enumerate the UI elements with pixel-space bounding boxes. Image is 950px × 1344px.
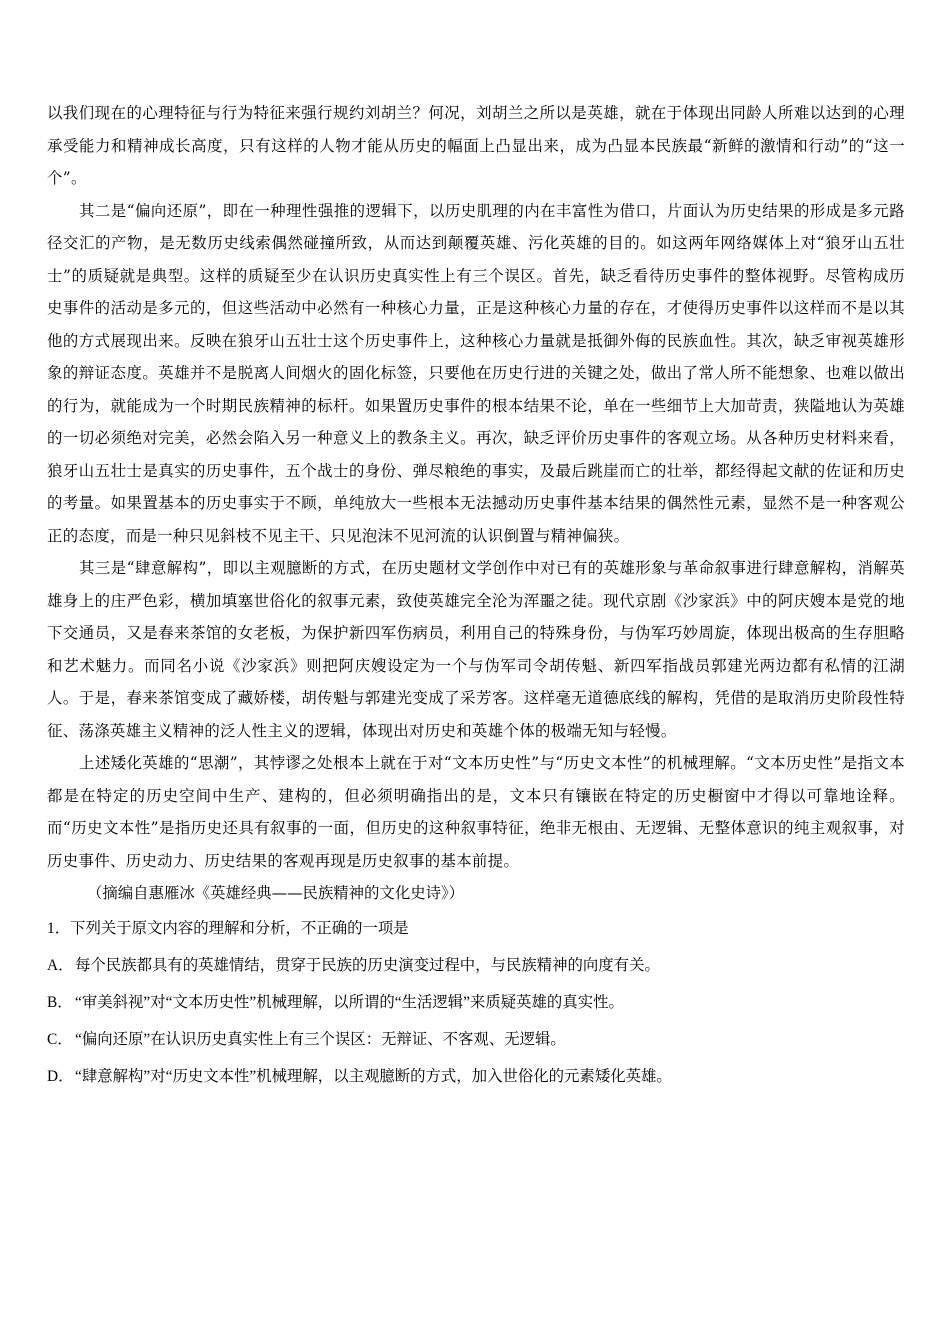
option-letter: D． [47,1067,74,1085]
question-block [47,910,905,1095]
reading-passage [47,97,905,1095]
paragraph-conclusion: 上述矮化英雄的“思潮”，其悖谬之处根本上就在于对“文本历史性”与“历史文本性”的机械理解。“文本历史性”是指文本都是在特定的历史空间中生产、建构的，但必须明确指出的是，文本只有镶嵌在特定的历史橱窗中才得以可靠地诠释。而“历史文本性”是指历史还具有叙事的一面，但历史的这种叙事特征，绝非无根由、无逻辑、无整体意识的纯主观叙事，对历史事件、历史动力、历史结果的客观再现是历史叙事的基本前提。 [47,754,905,870]
option-text: “审美斜视”对“文本历史性”机械理解，以所谓的“生活逻辑”来质疑英雄的真实性。 [75,993,624,1011]
option-letter: C． [47,1030,73,1048]
option-text: “肆意解构”对“历史文本性”机械理解，以主观臆断的方式，加入世俗化的元素矮化英雄。 [75,1067,672,1085]
option-letter: A． [47,956,74,974]
paragraph-arbitrary-deconstruction: 其三是“肆意解构”，即以主观臆断的方式，在历史题材文学创作中对已有的英雄形象与革命叙事进行肆意解构，消解英雄身上的庄严色彩，横加填塞世俗化的叙事元素，致使英雄完全沦为浑噩之徒。现代京剧《沙家浜》中的阿庆嫂本是党的地下交通员，又是春来茶馆的女老板，为保护新四军伤病员，利用自己的特殊身份，与伪军巧妙周旋，体现出极高的生存胆略和艺术魅力。而同名小说《沙家浜》则把阿庆嫂设定为一个与伪军司令胡传魁、新四军指战员郭建光两边都有私情的江湖人。于是，春来茶馆变成了藏娇楼，胡传魁与郭建光变成了采芳客。这样毫无道德底线的解构，凭借的是取消历史阶段性特征、荡涤英雄主义精神的泛人性主义的逻辑，体现出对历史和英雄个体的极端无知与轻慢。 [47,559,905,740]
source-citation: （摘编自惠雁冰《英雄经典——民族精神的文化史诗》） [87,884,465,902]
option-letter: B． [47,993,73,1011]
paragraph-biased-restoration: 其二是“偏向还原”，即在一种理性强推的逻辑下，以历史肌理的内在丰富性为借口，片面认为历史结果的形成是多元路径交汇的产物，是无数历史线索偶然碰撞所致，从而达到颠覆英雄、污化英雄的目的。如这两年网络媒体上对“狼牙山五壮士”的质疑就是典型。这样的质疑至少在认识历史真实性上有三个误区。首先，缺乏看待历史事件的整体视野。尽管构成历史事件的活动是多元的，但这些活动中必然有一种核心力量，正是这种核心力量的存在，才使得历史事件以这样而不是以其他的方式展现出来。反映在狼牙山五壮士这个历史事件上，这种核心力量就是抵御外侮的民族血性。其次，缺乏审视英雄形象的辩证态度。英雄并不是脱离人间烟火的固化标签，只要他在历史行进的关键之处，做出了常人所不能想象、也难以做出的行为，就能成为一个时期民族精神的标杆。如果置历史事件的根本结果不论，单在一些细节上大加苛责，狭隘地认为英雄的一切必须绝对完美，必然会陷入另一种意义上的教条主义。再次，缺乏评价历史事件的客观立场。从各种历史材料来看，狼牙山五壮士是真实的历史事件，五个战士的身份、弹尽粮绝的事实，及最后跳崖而亡的壮举，都经得起文献的佐证和历史的考量。如果置基本的历史事实于不顾，单纯放大一些根本无法撼动历史事件基本结果的偶然性元素，显然不是一种客观公正的态度，而是一种只见斜枝不见主干、只见泡沫不见河流的认识倒置与精神偏狭。 [47,201,905,545]
option-a [47,947,905,984]
option-text: “偏向还原”在认识历史真实性上有三个误区：无辩证、不客观、无逻辑。 [75,1030,566,1048]
option-b [47,984,905,1021]
paragraph-continued: 以我们现在的心理特征与行为特征来强行规约刘胡兰？何况，刘胡兰之所以是英雄，就在于体现出同龄人所难以达到的心理承受能力和精神成长高度，只有这样的人物才能从历史的幅面上凸显出来，成为凸显本民族最“新鲜的激情和行动”的“这一个”。 [47,104,905,187]
question-stem: 1．下列关于原文内容的理解和分析，不正确的一项是 [47,919,409,937]
option-c [47,1021,905,1058]
option-text: 每个民族都具有的英雄情结，贯穿于民族的历史演变过程中，与民族精神的向度有关。 [75,956,660,974]
option-d [47,1058,905,1095]
